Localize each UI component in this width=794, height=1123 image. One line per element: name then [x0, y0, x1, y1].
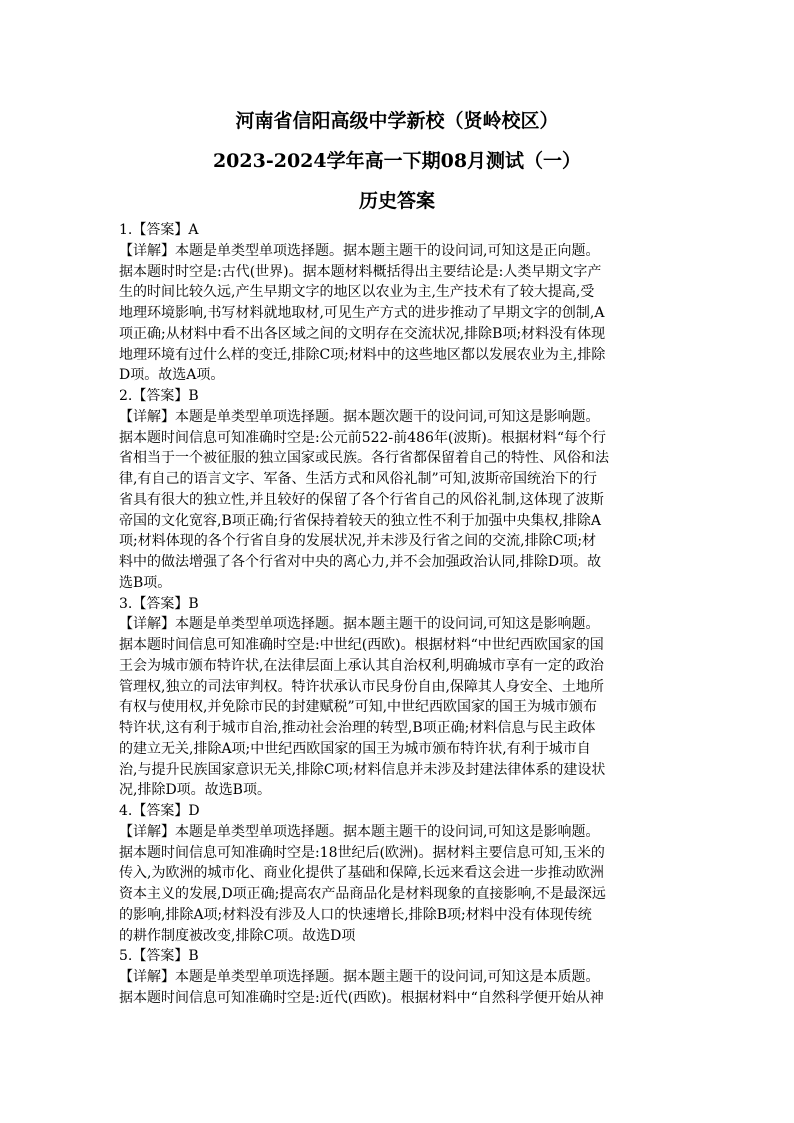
answer-line: 4.【答案】D — [119, 803, 200, 819]
answer-line: 省具有很大的独立性,并且较好的保留了各个行省自己的风俗礼制,这体现了波斯 — [119, 491, 604, 508]
answer-line: 【详解】本题是单类型单项选择题。据本题次题干的设问词,可知这是影响题。 — [119, 408, 600, 425]
answer-line: 特许状,这有利于城市自治,推动社会治理的转型,B项正确;材料信息与民主政体 — [119, 720, 596, 736]
answer-line: 省相当于一个被征服的独立国家或民族。各行省都保留着自己的特性、风俗和法 — [119, 450, 609, 467]
answer-line: 治,与提升民族国家意识无关,排除C项;材料信息并未涉及封建法律体系的建设状 — [119, 761, 606, 778]
answer-line: 地理环境有过什么样的变迁,排除C项;材料中的这些地区都以发展农业为主,排除 — [119, 346, 606, 363]
answer-line: 的建立无关,排除A项;中世纪西欧国家的国王为城市颁布特许状,有利于城市自 — [119, 740, 591, 757]
answer-line: 律,有自己的语言文字、军备、生活方式和风俗礼制”可知,波斯帝国统治下的行 — [119, 471, 598, 487]
answer-line: 【详解】本题是单类型单项选择题。据本题主题干的设问词,可知这是本质题。 — [119, 969, 600, 985]
answer-line: 的影响,排除A项;材料没有涉及人口的快速增长,排除B项;材料中没有体现传统 — [119, 906, 592, 923]
answer-line: 【详解】本题是单类型单项选择题。据本题主题干的设问词,可知这是正向题。 — [119, 242, 600, 259]
answer-line: 王会为城市颁布特许状,在法律层面上承认其自治权利,明确城市享有一定的政治 — [119, 657, 604, 674]
answer-line: 项;材料体现的各个行省自身的发展状况,并未涉及行省之间的交流,排除C项;材 — [119, 533, 597, 550]
school-title: 河南省信阳高级中学新校（贤岭校区） — [235, 110, 559, 132]
answer-line: 2.【答案】B — [119, 388, 199, 404]
answer-line: 资本主义的发展,D项正确;提高农产品商品化是材料现象的直接影响,不是最深远 — [119, 886, 606, 902]
answer-line: 选B项。 — [119, 574, 172, 591]
answer-line: 【详解】本题是单类型单项选择题。据本题主题干的设问词,可知这是影响题。 — [119, 616, 600, 633]
subject-title: 历史答案 — [358, 190, 435, 212]
answer-line: 3.【答案】B — [119, 595, 199, 612]
answer-line: 料中的做法增强了各个行省对中央的离心力,并不会加强政治认同,排除D项。故 — [119, 554, 602, 570]
answer-line: 传入,为欧洲的城市化、商业化提供了基础和保障,长远来看这会进一步推动欧洲 — [119, 865, 604, 882]
answer-line: 管理权,独立的司法审判权。特许状承认市民身份自由,保障其人身安全、土地所 — [119, 678, 604, 695]
answer-line: 生的时间比较久远,产生早期文字的地区以农业为主,生产技术有了较大提高,受 — [119, 284, 595, 301]
answer-line: 据本题时间信息可知准确时空是:近代(西欧)。根据材料中“自然科学便开始从神 — [119, 989, 604, 1006]
answer-line: D项。故选A项。 — [119, 367, 225, 384]
answer-line: 据本题时间信息可知准确时空是:中世纪(西欧)。根据材料“中世纪西欧国家的国 — [119, 637, 604, 653]
answer-line: 5.【答案】B — [119, 948, 199, 965]
answer-line: 【详解】本题是单类型单项选择题。据本题主题干的设问词,可知这是影响题。 — [119, 823, 600, 840]
answer-line: 地理环境影响,书写材料就地取材,可见生产方式的进步推动了早期文字的创制,A — [119, 305, 605, 321]
answer-line: 据本题时间信息可知准确时空是:公元前522-前486年(波斯)。根据材料“每个行 — [119, 429, 606, 446]
answer-line: 帝国的文化宽容,B项正确;行省保持着较天的独立性不利于加强中央集权,排除A — [119, 512, 602, 529]
answer-line: 况,排除D项。故选B项。 — [119, 782, 271, 799]
answer-body — [119, 220, 679, 1009]
answer-line: 有权与使用权,并免除市民的封建赋税”可知,中世纪西欧国家的国王为城市颁布 — [119, 699, 598, 716]
answer-line: 项正确;从材料中看不出各区域之间的文明存在交流状况,排除B项;材料没有体现 — [119, 325, 606, 342]
answer-line: 1.【答案】A — [119, 222, 199, 238]
exam-title: 2023-2024学年高一下期08月测试（一） — [212, 150, 582, 172]
answer-line: 据本题时间信息可知准确时空是:18世纪后(欧洲)。据材料主要信息可知,玉米的 — [119, 844, 605, 861]
answer-line: 据本题时时空是:古代(世界)。据本题材料概括得出主要结论是:人类早期文字产 — [119, 263, 602, 280]
answer-line: 的耕作制度被改变,排除C项。故选D项 — [119, 927, 356, 944]
